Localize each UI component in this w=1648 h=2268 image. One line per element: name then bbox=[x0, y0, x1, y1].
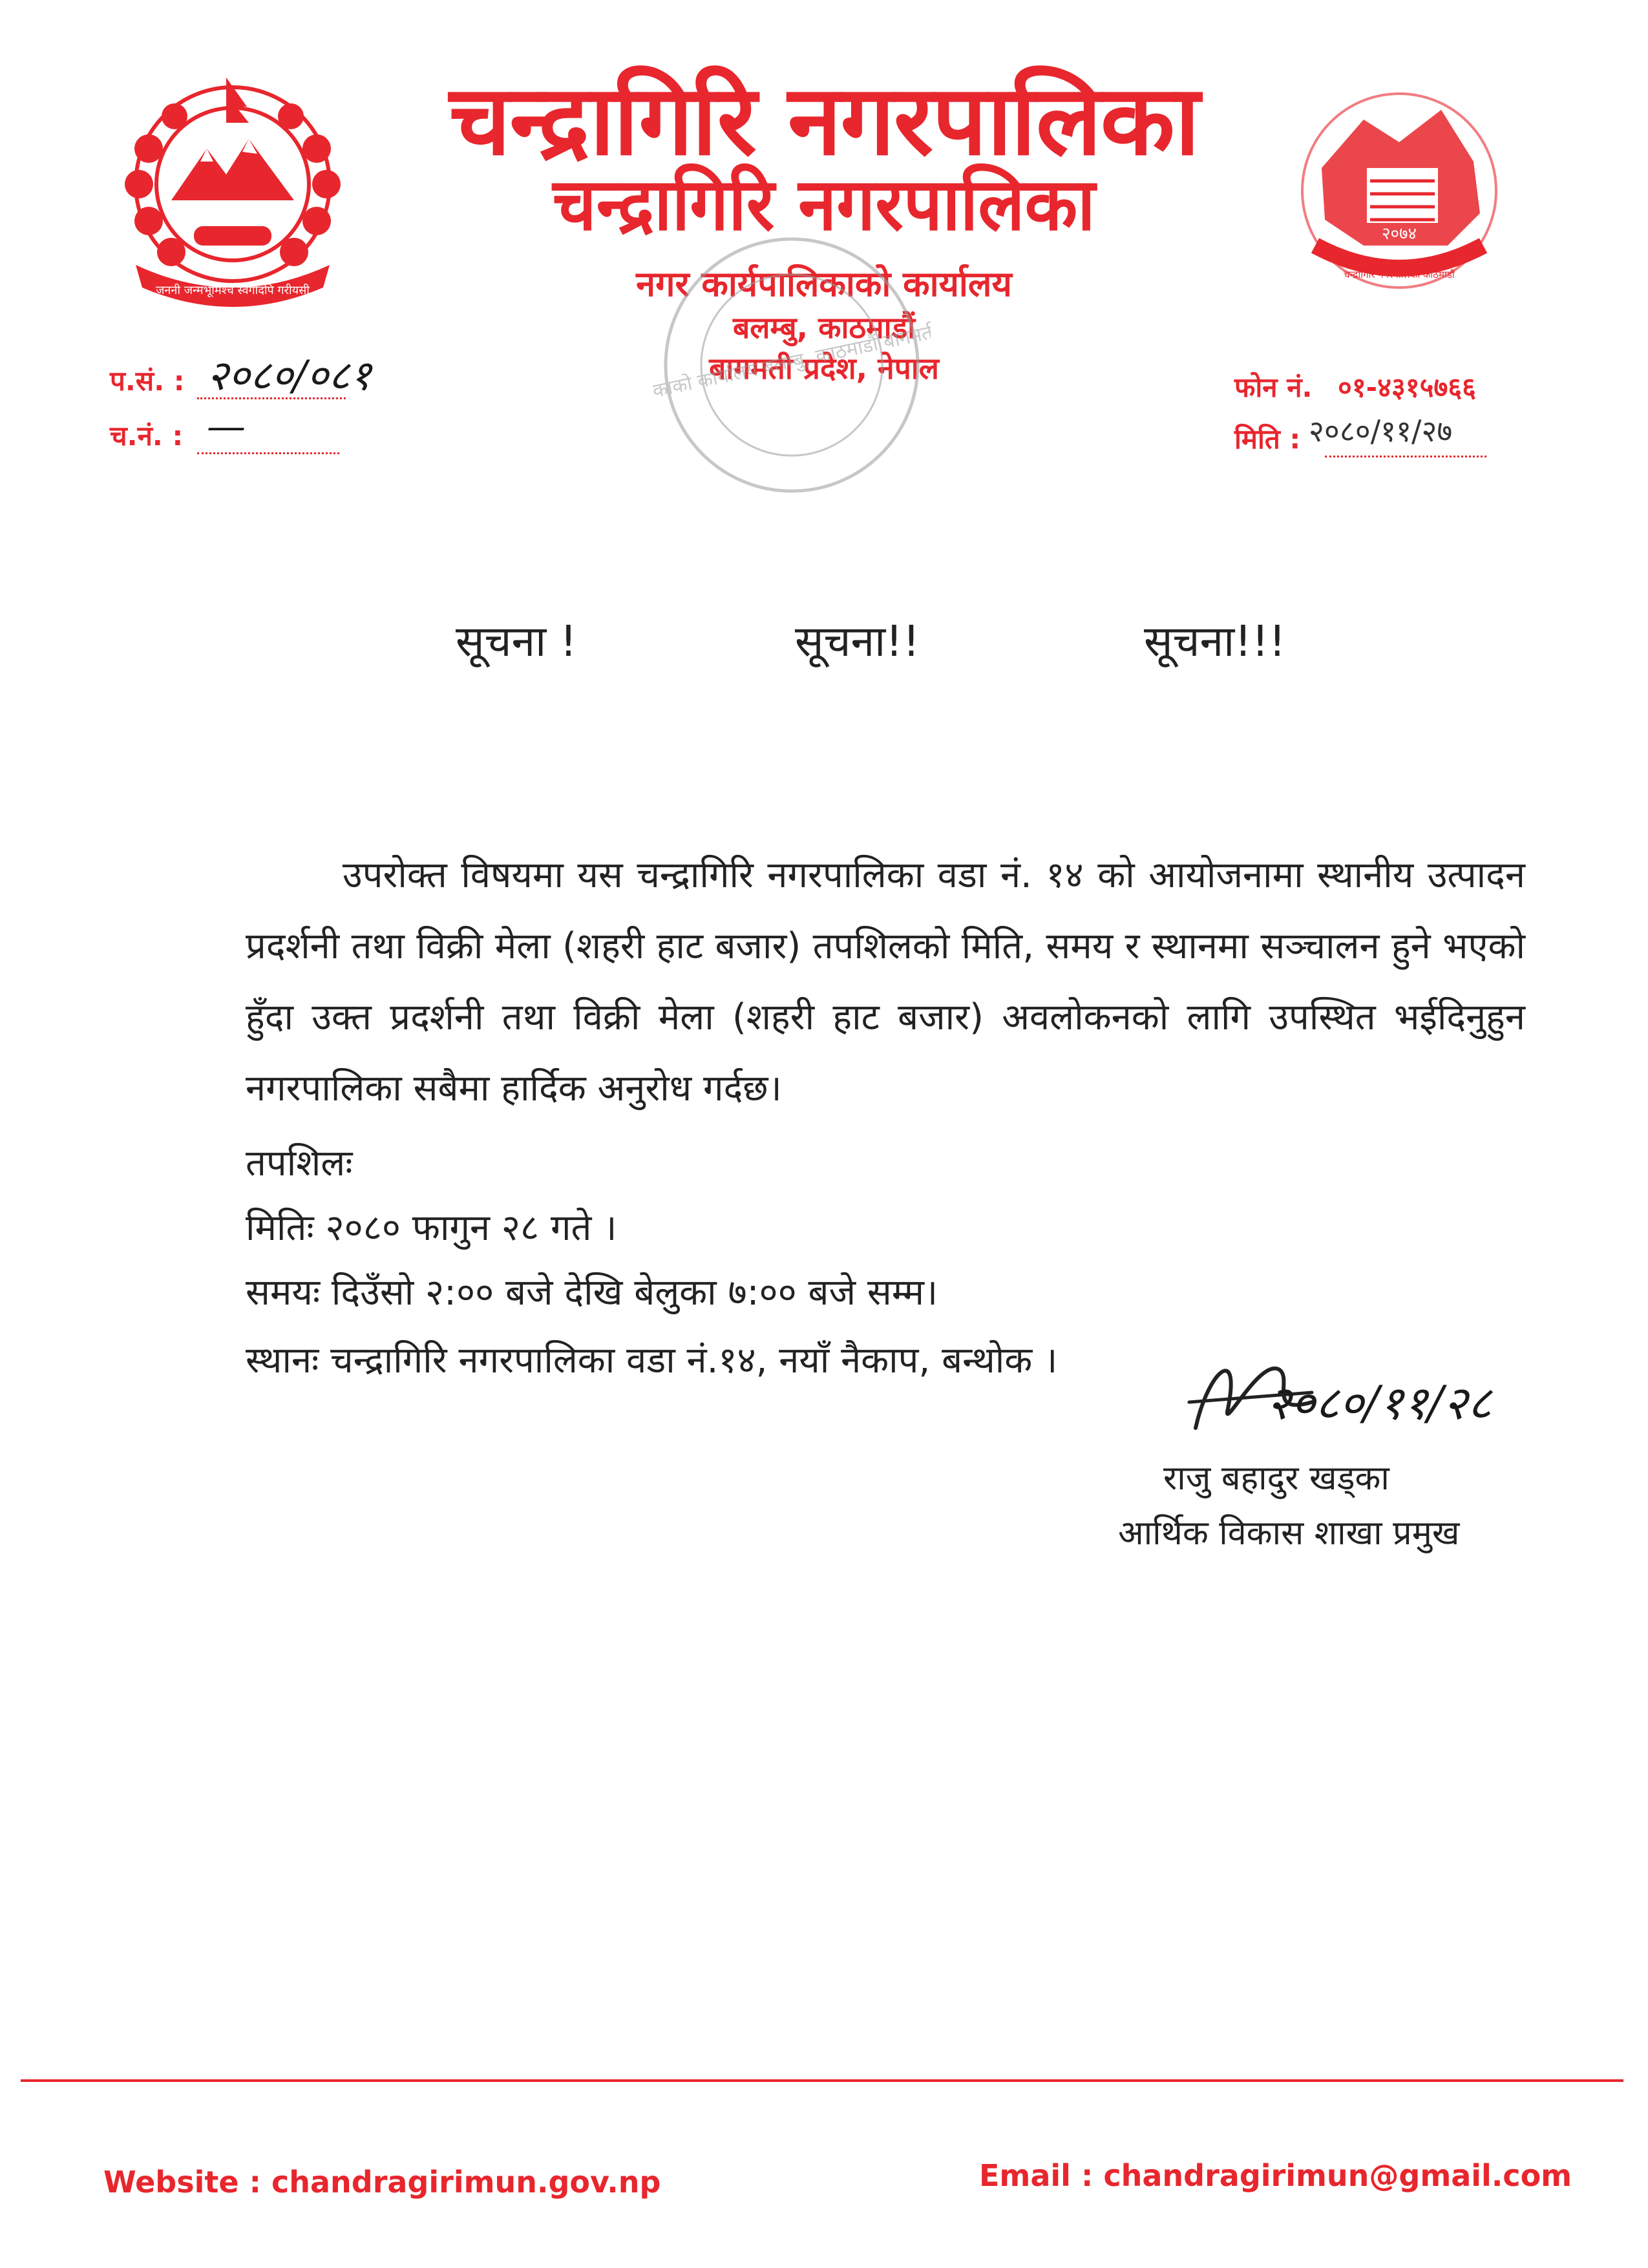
svg-text:चन्द्रागिरि नगरपालिका काठमाडौं: चन्द्रागिरि नगरपालिका काठमाडौं bbox=[1344, 269, 1455, 280]
notice-word-3: सूचना!!! bbox=[1144, 616, 1286, 666]
nepal-emblem-icon bbox=[110, 71, 355, 310]
date-label: मिति : bbox=[1234, 423, 1301, 455]
address-line-1: बलम्बु, काठमाडौं bbox=[732, 310, 916, 345]
municipality-logo bbox=[1293, 84, 1506, 297]
schedule-date: मितिः २०८० फागुन २८ गते । bbox=[246, 1207, 617, 1249]
ps-label: प.सं. : bbox=[110, 365, 185, 397]
schedule-heading: तपशिलः bbox=[246, 1142, 353, 1184]
footer-divider bbox=[21, 2079, 1623, 2082]
municipality-name-title: चन्द्रागिरि नगरपालिका bbox=[449, 65, 1199, 177]
office-name: नगर कार्यपालिकाको कार्यालय bbox=[636, 264, 1012, 304]
svg-text:नगर कार्यपालिकाको कार्यालय बलम: कार्यपालिकाको कार्यालय बलम्बु, काठमाडौं बागमती bbox=[653, 320, 931, 417]
address-line-2: बागमती प्रदेश, नेपाल bbox=[709, 351, 939, 386]
date-dotted-line bbox=[1325, 456, 1486, 457]
date-value-handwritten: २०८०/११/२७ bbox=[1309, 414, 1453, 448]
schedule-time: समयः दिउँसो २:०० बजे देखि बेलुका ७:०० बजे सम्म। bbox=[246, 1272, 938, 1314]
footer-website[interactable]: Website : chandragirimun.gov.np bbox=[103, 2165, 661, 2200]
footer-email[interactable]: Email : chandragirimun@gmail.com bbox=[979, 2158, 1572, 2193]
cn-label: च.नं. : bbox=[110, 420, 184, 452]
nepal-emblem-seal bbox=[110, 71, 355, 310]
svg-text:२०७४: २०७४ bbox=[1381, 224, 1417, 244]
cn-dotted-line bbox=[197, 452, 339, 454]
phone-value: ०१-४३१५७६६ bbox=[1338, 372, 1476, 403]
municipality-logo-icon bbox=[1293, 84, 1506, 297]
signature-date-handwritten: २०८०/११/२८ bbox=[1267, 1376, 1492, 1430]
municipality-name-stylized: चन्द्रागिरि नगरपालिका bbox=[553, 162, 1095, 247]
cn-value-handwritten: — bbox=[207, 404, 246, 449]
office-stamp-icon bbox=[653, 229, 931, 501]
svg-text:जननी जन्मभूमिश्च स्वर्गादपि गर: जननी जन्मभूमिश्च स्वर्गादपि गरीयसी bbox=[156, 284, 310, 297]
schedule-place: स्थानः चन्द्रागिरि नगरपालिका वडा नं.१४, नयाँ नैकाप, बन्थोक । bbox=[246, 1339, 1058, 1381]
notice-paragraph: उपरोक्त विषयमा यस चन्द्रागिरि नगरपालिका वडा नं. १४ को आयोजनामा स्थानीय उत्पादन प्रदर्शनी तथा विक्री मेला (शहरी हाट बजार) तपशिलको मिति, समय र स्थानमा सञ्चालन हुने भएको हुँदा उक्त प्रदर्शनी तथा विक्री मेला (शहरी हाट बजार) अवलोकनको लागि उपस्थित भईदिनुहुन नगरपालिका सबैमा हार्दिक अनुरोध गर्दछ। bbox=[246, 854, 1525, 1109]
phone-label: फोन नं. bbox=[1234, 372, 1313, 403]
notice-word-2: सूचना!! bbox=[795, 616, 920, 666]
signer-designation: आर्थिक विकास शाखा प्रमुख bbox=[1118, 1514, 1460, 1553]
ps-value-handwritten: २०८०/०८१ bbox=[207, 352, 372, 400]
office-stamp bbox=[653, 229, 931, 501]
signer-name: राजु बहादुर खड्का bbox=[1163, 1459, 1389, 1498]
notice-word-1: सूचना ! bbox=[456, 616, 577, 666]
